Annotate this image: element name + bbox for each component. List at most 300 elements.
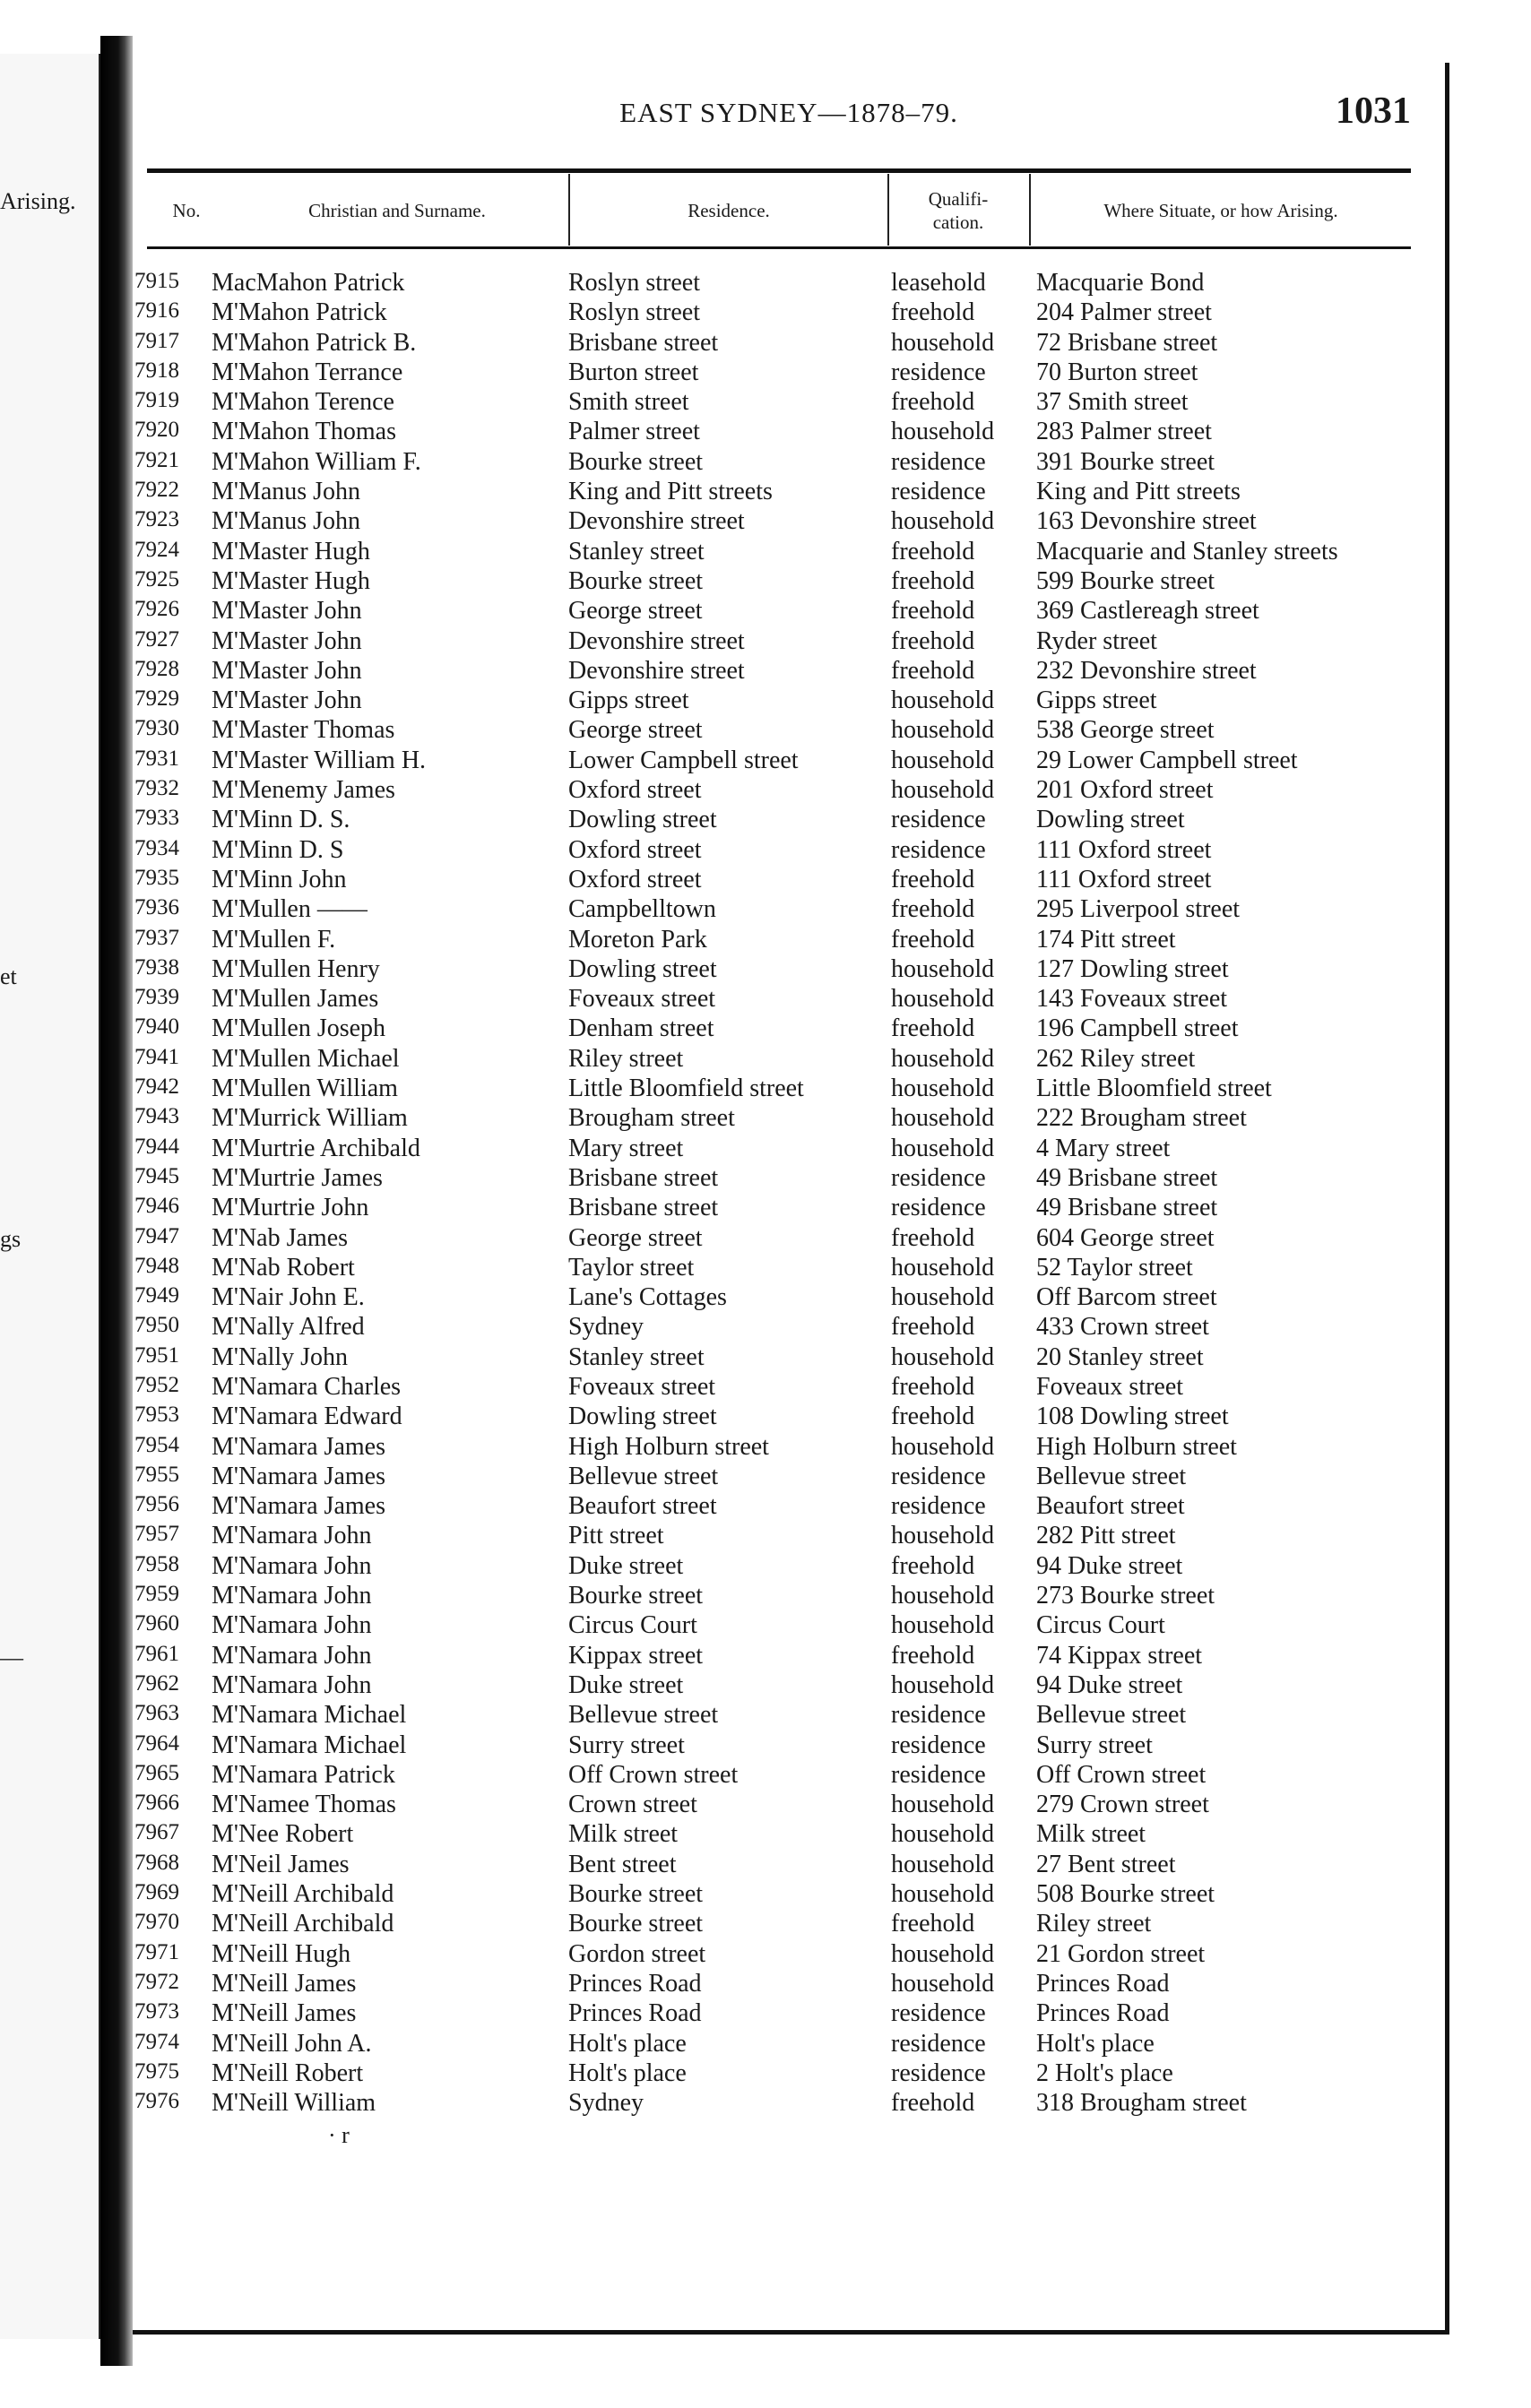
residence: Devonshire street xyxy=(568,656,745,685)
qualification: household xyxy=(891,776,995,805)
table-row xyxy=(133,1014,1445,1044)
where-situate: 111 Oxford street xyxy=(1036,865,1212,893)
where-situate: Milk street xyxy=(1036,1820,1146,1849)
residence: Campbelltown xyxy=(568,895,716,924)
residence: Roslyn street xyxy=(568,298,700,327)
table-row xyxy=(133,747,1445,776)
entry-number: 7936 xyxy=(134,895,179,920)
where-situate: 20 Stanley street xyxy=(1036,1342,1204,1371)
entry-number: 7966 xyxy=(134,1791,179,1816)
voter-name: M'Namara Michael xyxy=(212,1730,407,1759)
entry-number: 7929 xyxy=(134,686,179,712)
where-situate: 2 Holt's place xyxy=(1036,2058,1173,2087)
where-situate: King and Pitt streets xyxy=(1036,478,1241,506)
printer-mark: · r xyxy=(328,2122,350,2148)
voter-name: M'Neil James xyxy=(212,1850,350,1878)
table-row xyxy=(133,2059,1445,2089)
qualification: household xyxy=(891,1075,995,1103)
qualification: residence xyxy=(891,447,986,476)
residence: Off Crown street xyxy=(568,1760,739,1789)
voter-name: M'Namara Patrick xyxy=(212,1760,395,1789)
voter-name: M'Mullen F. xyxy=(212,925,336,954)
table-row xyxy=(133,1045,1445,1075)
residence: Roslyn street xyxy=(568,269,700,297)
where-situate: 111 Oxford street xyxy=(1036,835,1212,864)
qualification: household xyxy=(891,507,995,536)
where-situate: 49 Brisbane street xyxy=(1036,1194,1218,1222)
where-situate: 21 Gordon street xyxy=(1036,1939,1206,1968)
facing-page-fragment: gs xyxy=(0,1226,22,1252)
qualification: household xyxy=(891,1134,995,1162)
table-row xyxy=(133,926,1445,955)
voter-name: M'Namara John xyxy=(212,1611,372,1640)
table-row xyxy=(133,1611,1445,1641)
header-rule-bottom xyxy=(147,246,1411,249)
column-header-name: Christian and Surname. xyxy=(308,200,486,221)
residence: Foveaux street xyxy=(568,985,716,1014)
table-row xyxy=(133,1940,1445,1970)
qualification: household xyxy=(891,1582,995,1610)
where-situate: 143 Foveaux street xyxy=(1036,985,1228,1014)
voter-name: M'Murtrie James xyxy=(212,1163,383,1192)
residence: Bourke street xyxy=(568,447,704,476)
book-gutter xyxy=(100,36,133,2366)
facing-page-fragment: et xyxy=(0,963,17,989)
where-situate: 295 Liverpool street xyxy=(1036,895,1241,924)
residence: Bourke street xyxy=(568,566,704,595)
where-situate: Princes Road xyxy=(1036,1999,1170,2028)
table-row xyxy=(133,1373,1445,1403)
qualification: freehold xyxy=(891,2089,975,2118)
table-row xyxy=(133,388,1445,418)
voter-name: M'Nab James xyxy=(212,1223,349,1252)
voter-name: M'Namara John xyxy=(212,1670,372,1699)
table-row xyxy=(133,1194,1445,1223)
voter-name: M'Neill Hugh xyxy=(212,1939,351,1968)
qualification: household xyxy=(891,1880,995,1909)
qualification: freehold xyxy=(891,1551,975,1580)
table-row xyxy=(133,298,1445,328)
voter-name: M'Neill Archibald xyxy=(212,1910,394,1938)
residence: Brougham street xyxy=(568,1104,735,1133)
residence: Gipps street xyxy=(568,686,689,715)
table-row xyxy=(133,985,1445,1014)
table-row xyxy=(133,1403,1445,1432)
qualification: freehold xyxy=(891,566,975,595)
voter-name: M'Nab Robert xyxy=(212,1253,355,1282)
entry-number: 7963 xyxy=(134,1701,179,1726)
residence: Dowling street xyxy=(568,1403,717,1431)
entry-number: 7934 xyxy=(134,835,179,860)
qualification: freehold xyxy=(891,925,975,954)
qualification: residence xyxy=(891,1163,986,1192)
qualification: household xyxy=(891,1611,995,1640)
residence: Duke street xyxy=(568,1551,684,1580)
entry-number: 7974 xyxy=(134,2029,179,2054)
residence: Smith street xyxy=(568,388,689,417)
register-page xyxy=(133,63,1449,2335)
voter-name: M'Namara Michael xyxy=(212,1701,407,1730)
where-situate: 37 Smith street xyxy=(1036,388,1189,417)
entry-number: 7959 xyxy=(134,1582,179,1607)
qualification: freehold xyxy=(891,865,975,893)
where-situate: 108 Dowling street xyxy=(1036,1403,1229,1431)
entry-number: 7919 xyxy=(134,388,179,413)
voter-name: M'Master John xyxy=(212,656,362,685)
voter-name: M'Neill James xyxy=(212,1999,357,2028)
table-row xyxy=(133,1791,1445,1820)
where-situate: 262 Riley street xyxy=(1036,1044,1196,1073)
entry-number: 7926 xyxy=(134,597,179,622)
residence: Pitt street xyxy=(568,1522,664,1550)
residence: Circus Court xyxy=(568,1611,697,1640)
qualification: residence xyxy=(891,835,986,864)
where-situate: 94 Duke street xyxy=(1036,1551,1183,1580)
where-situate: Gipps street xyxy=(1036,686,1157,715)
qualification: freehold xyxy=(891,1313,975,1342)
facing-page-edge xyxy=(0,54,100,2339)
residence: Surry street xyxy=(568,1730,685,1759)
voter-name: M'Mullen Michael xyxy=(212,1044,400,1073)
qualification: leasehold xyxy=(891,269,986,297)
where-situate: 74 Kippax street xyxy=(1036,1641,1203,1670)
table-row xyxy=(133,627,1445,657)
column-divider xyxy=(568,174,570,246)
where-situate: 29 Lower Campbell street xyxy=(1036,746,1298,774)
table-row xyxy=(133,776,1445,806)
voter-name: M'Minn D. S. xyxy=(212,806,350,834)
table-row xyxy=(133,1164,1445,1194)
voter-name: M'Mullen Joseph xyxy=(212,1014,386,1043)
qualification: household xyxy=(891,1820,995,1849)
qualification: freehold xyxy=(891,1910,975,1938)
entry-number: 7916 xyxy=(134,298,179,324)
column-header-qualification: Qualifi- cation. xyxy=(928,188,989,233)
voter-name: M'Master Hugh xyxy=(212,566,370,595)
voter-name: M'Murtrie Archibald xyxy=(212,1134,420,1162)
qualification: freehold xyxy=(891,895,975,924)
table-row xyxy=(133,1104,1445,1134)
voter-name: M'Mahon Patrick xyxy=(212,298,387,327)
table-row xyxy=(133,1582,1445,1611)
where-situate: Little Bloomfield street xyxy=(1036,1075,1272,1103)
voter-name: M'Namara John xyxy=(212,1641,372,1670)
residence: Foveaux street xyxy=(568,1372,716,1401)
residence: Dowling street xyxy=(568,806,717,834)
voter-name: M'Namara Charles xyxy=(212,1372,402,1401)
table-row xyxy=(133,1522,1445,1551)
table-row xyxy=(133,358,1445,388)
table-row xyxy=(133,955,1445,985)
entry-number: 7931 xyxy=(134,746,179,771)
voter-name: M'Manus John xyxy=(212,507,361,536)
where-situate: 94 Duke street xyxy=(1036,1670,1183,1699)
residence: Bent street xyxy=(568,1850,677,1878)
entry-number: 7962 xyxy=(134,1670,179,1696)
voter-name: M'Master John xyxy=(212,686,362,715)
where-situate: High Holburn street xyxy=(1036,1432,1237,1461)
qualification: residence xyxy=(891,1701,986,1730)
where-situate: Beaufort street xyxy=(1036,1492,1185,1521)
voter-name: M'Manus John xyxy=(212,478,361,506)
entry-number: 7956 xyxy=(134,1492,179,1517)
table-row xyxy=(133,1492,1445,1522)
where-situate: 391 Bourke street xyxy=(1036,447,1215,476)
residence: Stanley street xyxy=(568,1342,705,1371)
residence: Milk street xyxy=(568,1820,679,1849)
residence: Mary street xyxy=(568,1134,684,1162)
register-entries xyxy=(133,269,1445,2119)
qualification: household xyxy=(891,1791,995,1819)
where-situate: 232 Devonshire street xyxy=(1036,656,1257,685)
qualification: household xyxy=(891,328,995,357)
qualification: residence xyxy=(891,2058,986,2087)
qualification: residence xyxy=(891,1999,986,2028)
residence: Oxford street xyxy=(568,835,702,864)
where-situate: 599 Bourke street xyxy=(1036,566,1215,595)
residence: Crown street xyxy=(568,1791,697,1819)
table-row xyxy=(133,1880,1445,1910)
entry-number: 7968 xyxy=(134,1850,179,1875)
voter-name: M'Mullen —— xyxy=(212,895,368,924)
where-situate: Ryder street xyxy=(1036,626,1157,655)
column-divider xyxy=(1029,174,1031,246)
residence: Princes Road xyxy=(568,1969,702,1998)
qualification: household xyxy=(891,1969,995,1998)
column-header-no: No. xyxy=(172,200,201,221)
voter-name: M'Neill Archibald xyxy=(212,1880,394,1909)
residence: Sydney xyxy=(568,2089,644,2118)
residence: Denham street xyxy=(568,1014,714,1043)
qualification: household xyxy=(891,418,995,446)
entry-number: 7915 xyxy=(134,269,179,293)
qualification: household xyxy=(891,1342,995,1371)
running-title: EAST SYDNEY—1878–79. xyxy=(619,97,958,128)
entry-number: 7944 xyxy=(134,1134,179,1159)
where-situate: Riley street xyxy=(1036,1910,1152,1938)
table-row xyxy=(133,1433,1445,1463)
voter-name: M'Namara James xyxy=(212,1492,385,1521)
voter-name: M'Master Hugh xyxy=(212,537,370,565)
where-situate: Circus Court xyxy=(1036,1611,1165,1640)
voter-name: M'Minn D. S xyxy=(212,835,344,864)
where-situate: 222 Brougham street xyxy=(1036,1104,1247,1133)
voter-name: M'Mahon Thomas xyxy=(212,418,396,446)
residence: Devonshire street xyxy=(568,507,745,536)
residence: King and Pitt streets xyxy=(568,478,773,506)
table-row xyxy=(133,1910,1445,1939)
table-row xyxy=(133,329,1445,358)
voter-name: M'Mahon William F. xyxy=(212,447,421,476)
where-situate: 163 Devonshire street xyxy=(1036,507,1257,536)
entry-number: 7928 xyxy=(134,656,179,681)
entry-number: 7942 xyxy=(134,1075,179,1100)
qualification: freehold xyxy=(891,1014,975,1043)
where-situate: Off Crown street xyxy=(1036,1760,1207,1789)
entry-number: 7939 xyxy=(134,985,179,1010)
entry-number: 7933 xyxy=(134,806,179,831)
entry-number: 7952 xyxy=(134,1372,179,1397)
entry-number: 7964 xyxy=(134,1730,179,1756)
entry-number: 7960 xyxy=(134,1611,179,1636)
voter-name: M'Murtrie John xyxy=(212,1194,369,1222)
residence: Duke street xyxy=(568,1670,684,1699)
residence: Bourke street xyxy=(568,1910,704,1938)
entry-number: 7969 xyxy=(134,1880,179,1905)
table-row xyxy=(133,1851,1445,1880)
qualification: freehold xyxy=(891,1641,975,1670)
voter-name: M'Master Thomas xyxy=(212,716,395,745)
residence: Lower Campbell street xyxy=(568,746,799,774)
table-row xyxy=(133,2089,1445,2119)
voter-name: M'Namara John xyxy=(212,1551,372,1580)
entry-number: 7935 xyxy=(134,865,179,890)
entry-number: 7937 xyxy=(134,925,179,950)
voter-name: M'Neill John A. xyxy=(212,2029,372,2058)
table-row xyxy=(133,1701,1445,1730)
residence: Bourke street xyxy=(568,1582,704,1610)
table-row xyxy=(133,2030,1445,2059)
qualification: household xyxy=(891,1283,995,1312)
entry-number: 7920 xyxy=(134,418,179,443)
table-row xyxy=(133,567,1445,597)
where-situate: 4 Mary street xyxy=(1036,1134,1171,1162)
qualification: freehold xyxy=(891,1223,975,1252)
voter-name: M'Master John xyxy=(212,597,362,626)
facing-page-fragment: Arising. xyxy=(0,188,76,214)
where-situate: 282 Pitt street xyxy=(1036,1522,1176,1550)
table-row xyxy=(133,538,1445,567)
entry-number: 7948 xyxy=(134,1253,179,1278)
where-situate: 196 Campbell street xyxy=(1036,1014,1239,1043)
entry-number: 7961 xyxy=(134,1641,179,1666)
voter-name: M'Master William H. xyxy=(212,746,427,774)
voter-name: M'Neill Robert xyxy=(212,2058,364,2087)
where-situate: Surry street xyxy=(1036,1730,1153,1759)
table-row xyxy=(133,1761,1445,1791)
where-situate: 49 Brisbane street xyxy=(1036,1163,1218,1192)
entry-number: 7917 xyxy=(134,328,179,353)
page-number: 1031 xyxy=(1336,91,1411,132)
entry-number: 7918 xyxy=(134,358,179,383)
entry-number: 7922 xyxy=(134,478,179,503)
qualification: residence xyxy=(891,478,986,506)
entry-number: 7949 xyxy=(134,1283,179,1308)
voter-name: M'Master John xyxy=(212,626,362,655)
voter-name: M'Namara James xyxy=(212,1432,385,1461)
qualification: freehold xyxy=(891,388,975,417)
where-situate: Dowling street xyxy=(1036,806,1185,834)
voter-name: M'Namara John xyxy=(212,1582,372,1610)
entry-number: 7932 xyxy=(134,776,179,801)
qualification: household xyxy=(891,1670,995,1699)
residence: Princes Road xyxy=(568,1999,702,2028)
column-divider xyxy=(887,174,889,246)
qualification: residence xyxy=(891,1462,986,1490)
voter-name: M'Menemy James xyxy=(212,776,395,805)
residence: Bourke street xyxy=(568,1880,704,1909)
voter-name: M'Mahon Terence xyxy=(212,388,394,417)
entry-number: 7972 xyxy=(134,1969,179,1994)
voter-name: M'Nair John E. xyxy=(212,1283,365,1312)
qualification: household xyxy=(891,1850,995,1878)
header-rule-top xyxy=(147,168,1411,173)
where-situate: 538 George street xyxy=(1036,716,1215,745)
table-row xyxy=(133,597,1445,626)
entry-number: 7938 xyxy=(134,954,179,980)
residence: Stanley street xyxy=(568,537,705,565)
entry-number: 7971 xyxy=(134,1939,179,1964)
where-situate: 204 Palmer street xyxy=(1036,298,1212,327)
table-row xyxy=(133,269,1445,298)
entry-number: 7970 xyxy=(134,1910,179,1935)
table-row xyxy=(133,1463,1445,1492)
where-situate: Holt's place xyxy=(1036,2029,1155,2058)
qualification: household xyxy=(891,746,995,774)
entry-number: 7947 xyxy=(134,1223,179,1248)
residence: Holt's place xyxy=(568,2058,687,2087)
table-row xyxy=(133,1671,1445,1701)
residence: George street xyxy=(568,597,703,626)
residence: Riley street xyxy=(568,1044,684,1073)
where-situate: Macquarie Bond xyxy=(1036,269,1205,297)
table-row xyxy=(133,448,1445,478)
where-situate: 433 Crown street xyxy=(1036,1313,1209,1342)
residence: Taylor street xyxy=(568,1253,695,1282)
where-situate: 508 Bourke street xyxy=(1036,1880,1215,1909)
voter-name: M'Neill William xyxy=(212,2089,376,2118)
residence: Bellevue street xyxy=(568,1462,719,1490)
qualification: freehold xyxy=(891,597,975,626)
where-situate: Foveaux street xyxy=(1036,1372,1184,1401)
entry-number: 7967 xyxy=(134,1820,179,1845)
qualification: residence xyxy=(891,806,986,834)
qualification: freehold xyxy=(891,1403,975,1431)
entry-number: 7945 xyxy=(134,1163,179,1188)
residence: Kippax street xyxy=(568,1641,704,1670)
table-row xyxy=(133,1313,1445,1342)
qualification: household xyxy=(891,1939,995,1968)
table-row xyxy=(133,478,1445,507)
voter-name: MacMahon Patrick xyxy=(212,269,405,297)
facing-page-fragment: — xyxy=(0,1644,23,1670)
entry-number: 7925 xyxy=(134,566,179,591)
voter-name: M'Namee Thomas xyxy=(212,1791,396,1819)
qualification: freehold xyxy=(891,656,975,685)
entry-number: 7975 xyxy=(134,2058,179,2084)
residence: Brisbane street xyxy=(568,1194,719,1222)
table-row xyxy=(133,806,1445,835)
voter-name: M'Namara Edward xyxy=(212,1403,402,1431)
residence: Palmer street xyxy=(568,418,700,446)
table-row xyxy=(133,1970,1445,1999)
where-situate: 27 Bent street xyxy=(1036,1850,1176,1878)
residence: Little Bloomfield street xyxy=(568,1075,804,1103)
qualification: household xyxy=(891,1044,995,1073)
where-situate: Bellevue street xyxy=(1036,1462,1187,1490)
where-situate: Princes Road xyxy=(1036,1969,1170,1998)
entry-number: 7940 xyxy=(134,1014,179,1040)
voter-name: M'Murrick William xyxy=(212,1104,408,1133)
entry-number: 7941 xyxy=(134,1044,179,1069)
table-row xyxy=(133,1224,1445,1254)
entry-number: 7954 xyxy=(134,1432,179,1457)
residence: Oxford street xyxy=(568,776,702,805)
table-row xyxy=(133,686,1445,716)
table-row xyxy=(133,866,1445,895)
qualification: household xyxy=(891,1104,995,1133)
qualification: freehold xyxy=(891,1372,975,1401)
